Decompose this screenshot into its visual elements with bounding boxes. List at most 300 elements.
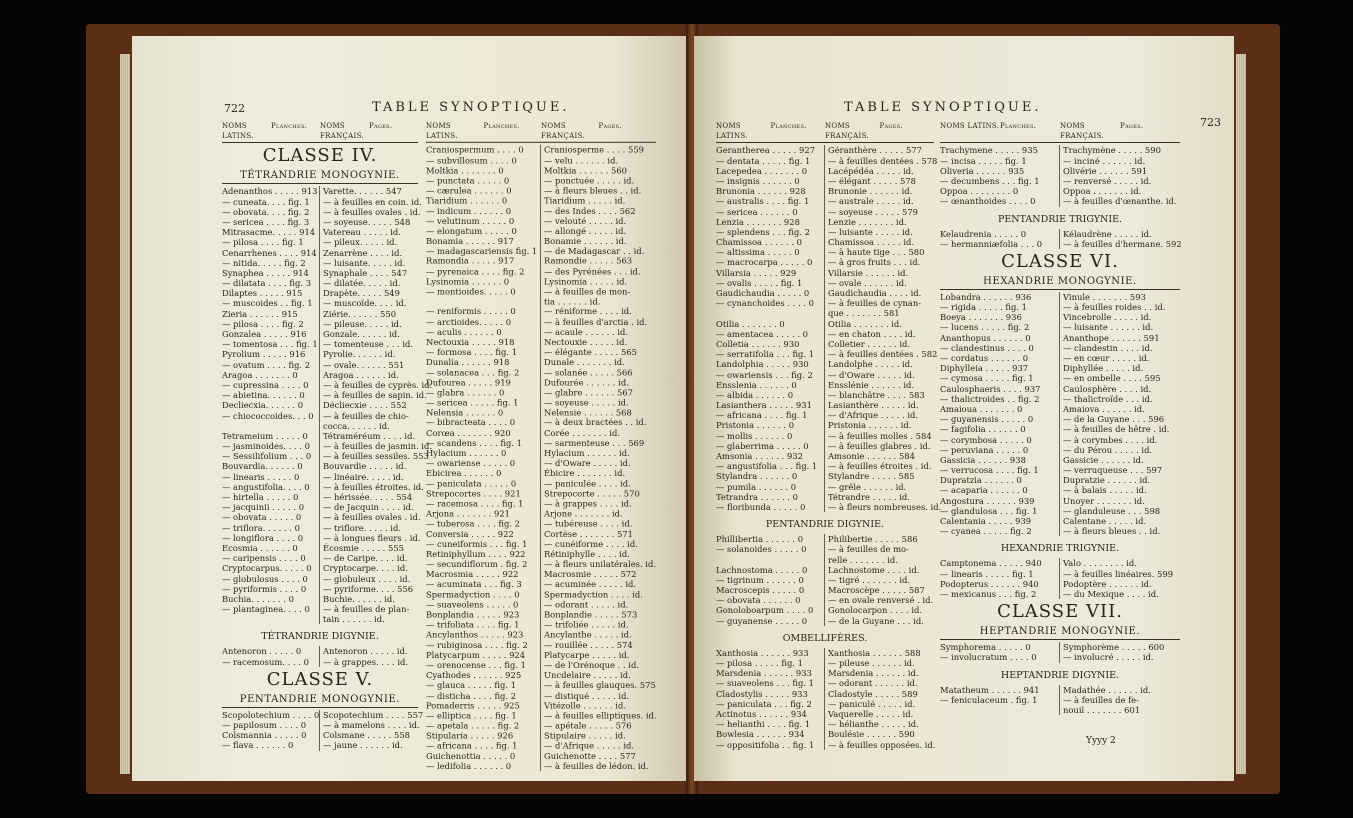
order-heading: PENTANDRIE MONOGYNIE. — [222, 693, 418, 708]
french-name-cell: — à feuilles de fe- — [1063, 694, 1139, 705]
table-row — [222, 431, 418, 441]
table-row — [426, 559, 656, 569]
latin-name-cell: Gonzalea . . . . . 916 — [222, 329, 320, 339]
table-row — [426, 549, 656, 559]
french-name-cell: — renversé . . . . . id. — [1063, 175, 1152, 186]
latin-name-cell: Landolphia . . . . . 930 — [716, 359, 825, 369]
french-name-cell: Craniosperme . . . . 559 — [544, 145, 644, 156]
latin-name-cell: — rigida . . . . . fig. 1 — [940, 302, 1060, 312]
french-name-cell: — ovale. . . . . . 551 — [323, 359, 405, 370]
table-row — [716, 451, 934, 461]
french-name-cell: — à feuilles roides . . id. — [1063, 302, 1166, 313]
latin-name-cell: — formosa . . . . fig. 1 — [426, 347, 541, 357]
french-name-cell: — en cœur . . . . . id. — [1063, 353, 1150, 364]
table-row — [940, 569, 1180, 579]
latin-name-cell: — plantaginea. . . . 0 — [222, 604, 320, 614]
french-name-cell: — hélianthe . . . . . id. — [828, 719, 919, 730]
french-name-cell: — pileux. . . . . id. — [323, 237, 398, 248]
latin-name-cell: — muscoides . . fig. 1 — [222, 298, 320, 308]
latin-name-cell: Conversia . . . . . 922 — [426, 529, 541, 539]
table-row — [222, 614, 418, 624]
order-heading: HEPTANDRIE DIGYNIE. — [1000, 669, 1120, 681]
table-row — [716, 319, 934, 329]
table-row — [716, 155, 938, 166]
french-name-cell: — à feuilles de plan- — [323, 604, 410, 615]
signature-mark: Yyyy 2 — [1086, 736, 1116, 746]
french-name-cell: Vaquerelle . . . . . id. — [828, 708, 914, 719]
latin-name-cell: — reniformis . . . . . 0 — [426, 307, 541, 317]
table-row — [426, 165, 656, 175]
table-row — [426, 266, 656, 276]
french-name-cell: — thalictroïde . . . id. — [1063, 393, 1153, 404]
latin-name-cell: — cyanea . . . . . fig. 2 — [940, 526, 1060, 536]
french-name-cell: Tétraméréum . . . . id. — [323, 430, 416, 441]
french-name-cell: — rouillée . . . . . 574 — [544, 639, 633, 650]
french-name-cell: — pyriforme. . . . 556 — [323, 583, 414, 594]
french-name-cell: — clandestin . . . . id. — [1063, 342, 1153, 353]
table-row — [940, 506, 1180, 516]
table-row — [222, 349, 418, 359]
french-name-cell: Madathée . . . . . . id. — [1063, 684, 1151, 695]
latin-name-cell: Macroscepis . . . . . 0 — [716, 585, 825, 595]
latin-name-cell: — montioides. . . . . 0 — [426, 287, 541, 297]
french-name-cell: — de la Guyane . . . 596 — [1063, 414, 1165, 425]
french-name-cell: Otilia . . . . . . . id. — [828, 318, 902, 329]
latin-name-cell: Tiaridium . . . . . . 0 — [426, 196, 541, 206]
table-row — [426, 206, 656, 216]
latin-name-cell: Bonplandia . . . . . 923 — [426, 610, 541, 620]
french-name-cell: Vinule . . . . . . . 593 — [1063, 291, 1146, 302]
table-row — [716, 668, 934, 678]
latin-name-cell: Gonoloboarpum . . . . 0 — [716, 605, 825, 615]
table-row — [940, 475, 1180, 485]
table-row — [716, 176, 934, 186]
latin-name-cell: — cynanchoides . . . . 0 — [716, 298, 825, 308]
left-page — [132, 36, 692, 781]
latin-name-cell: — mexicanus . . . fig. 2 — [940, 589, 1060, 599]
table-row — [716, 268, 934, 278]
latin-name-cell: Ancylanthos . . . . . 923 — [426, 630, 541, 640]
table-row — [426, 458, 656, 468]
table-row — [716, 575, 934, 585]
latin-name-cell: Moltkia . . . . . . . 0 — [426, 165, 541, 175]
french-name-cell: — solanée . . . . . 566 — [544, 367, 633, 378]
french-name-cell: Landolphe . . . . . id. — [828, 359, 913, 370]
table-row — [426, 186, 656, 196]
latin-name-cell: Ecosmia . . . . . . 0 — [222, 543, 320, 553]
table-row — [716, 492, 934, 502]
latin-name-cell: — tomentosa . . . fig. 1 — [222, 339, 320, 349]
latin-name-cell: Dilaptes . . . . . 915 — [222, 288, 320, 298]
table-row — [716, 719, 934, 729]
french-name-cell: — d'Afrique . . . . . id. — [828, 410, 919, 421]
french-name-cell: — à feuilles de jasmin. id. — [323, 441, 433, 452]
table-row — [426, 317, 656, 327]
latin-name-cell: Matatheum . . . . . . 941 — [940, 685, 1060, 695]
french-name-cell: Rétiniphylle . . . . id. — [544, 549, 630, 559]
french-name-cell: Géranthère . . . . . 577 — [828, 145, 922, 156]
table-row — [716, 278, 934, 288]
table-row — [716, 288, 934, 298]
french-name-cell: — à feuilles d'hermane. 592 — [1063, 238, 1182, 249]
table-row — [426, 357, 656, 367]
latin-name-cell: Lobandra . . . . . . 936 — [940, 292, 1060, 302]
french-name-cell: — allongé . . . . . id. — [544, 225, 627, 236]
latin-name-cell: — guyanensis . . . . . 0 — [940, 414, 1060, 424]
latin-name-cell: — tuberosa . . . . fig. 2 — [426, 519, 541, 529]
latin-name-cell: — paniculata . . . fig. 2 — [716, 699, 825, 709]
latin-name-cell: Corœa . . . . . . . 920 — [426, 428, 541, 438]
table-row — [426, 680, 656, 690]
french-name-cell: Stylandre . . . . . 585 — [828, 471, 915, 482]
french-name-cell: — à feuilles glauques. 575 — [544, 680, 656, 691]
table-row — [716, 410, 934, 420]
latin-name-cell: Arjona . . . . . . . 921 — [426, 509, 541, 519]
latin-name-cell: — papilosum . . . . 0 — [222, 720, 320, 730]
french-name-cell: — à feuilles de mon- — [544, 286, 631, 297]
french-name-cell: Unoyer . . . . . . . id. — [1063, 495, 1145, 506]
latin-name-cell: — cærulea . . . . . . 0 — [426, 186, 541, 196]
french-name-cell: Décliecxie . . . . 552 — [323, 400, 407, 411]
latin-name-cell: Tetrandra . . . . . . 0 — [716, 492, 825, 502]
french-name-cell: — tubéreuse . . . . id. — [544, 518, 633, 529]
french-name-cell: Bonamie . . . . . . id. — [544, 236, 627, 246]
french-name-cell: — à feuilles opposées. id. — [828, 739, 936, 750]
french-name-cell: — velouté . . . . . id. — [544, 215, 627, 226]
french-name-cell: — à feuilles ovales . id. — [323, 512, 421, 523]
latin-name-cell: Hylacium . . . . . . 0 — [426, 448, 541, 458]
table-row — [222, 481, 424, 492]
table-row — [940, 156, 1180, 166]
table-row — [716, 709, 934, 719]
latin-name-cell: Spermadyction . . . . 0 — [426, 589, 541, 599]
french-name-cell: Ziérie. . . . . . 550 — [323, 308, 397, 319]
table-row — [222, 461, 418, 471]
french-name-cell: — ponctuée . . . . . id. — [544, 175, 635, 186]
table-row — [426, 499, 656, 509]
table-row — [426, 276, 656, 286]
latin-name-cell: — acaparia . . . . . . 0 — [940, 485, 1060, 495]
french-name-cell: — jaune . . . . . . id. — [323, 740, 403, 751]
column-header — [716, 121, 934, 143]
table-row — [716, 308, 934, 318]
table-row — [716, 678, 934, 688]
french-name-cell: Philibertie . . . . . 586 — [828, 534, 918, 545]
latin-name-cell: Otilia . . . . . . . 0 — [716, 319, 825, 329]
latin-name-cell: Colsmannia . . . . . 0 — [222, 730, 320, 740]
latin-name-cell: Scopolotechium . . . . 0 — [222, 709, 320, 720]
latin-name-cell: Macrosmia . . . . . 922 — [426, 569, 541, 579]
table-row — [222, 709, 424, 720]
french-name-cell: — tigré . . . . . . . id. — [828, 574, 911, 585]
french-name-cell: Macrosmie . . . . . 572 — [544, 569, 637, 580]
latin-name-cell: — angustifolia . . . fig. 1 — [716, 461, 825, 471]
french-name-cell: Amaiova . . . . . . id. — [1063, 403, 1145, 414]
latin-name-cell: Ananthopus . . . . . . 0 — [940, 333, 1060, 343]
table-row — [222, 268, 418, 278]
french-name-cell: — en chaton . . . . id. — [828, 328, 916, 339]
table-row — [426, 287, 656, 297]
french-name-cell: Vincebrolle . . . . . id. — [1063, 312, 1152, 323]
latin-name-cell: — cordatus . . . . . . 0 — [940, 353, 1060, 363]
french-name-cell: Moltkia . . . . . . 560 — [544, 165, 628, 176]
latin-name-cell: — rubiginosa . . . . fig. 2 — [426, 640, 541, 650]
french-name-cell: Drapète. . . . . 549 — [323, 288, 400, 299]
french-name-cell: — à feuilles étroites . id. — [828, 461, 932, 472]
latin-name-cell: Pristonia . . . . . . 0 — [716, 420, 825, 430]
column-header-label: NOMS FRANÇAIS. — [320, 122, 364, 141]
classe-heading: CLASSE V. — [266, 668, 374, 690]
page-edge-left — [120, 54, 130, 774]
french-name-cell: tia . . . . . . id. — [544, 296, 601, 307]
table-row — [940, 685, 1180, 695]
latin-name-cell: — australis . . . . fig. 1 — [716, 196, 825, 206]
french-name-cell: — à feuilles en coin. id. — [323, 196, 422, 207]
latin-name-cell: — floribunda . . . . . 0 — [716, 502, 825, 512]
french-name-cell: Chamissoa . . . . . id. — [828, 237, 915, 248]
french-name-cell: Symphorème . . . . . 600 — [1063, 642, 1165, 653]
order-heading: HEXANDRIE MONOGYNIE. — [940, 275, 1180, 290]
french-name-cell: — cunéiforme . . . . id. — [544, 538, 638, 549]
french-name-cell: Cladostyle . . . . . 589 — [828, 688, 918, 699]
table-row — [716, 329, 934, 339]
french-name-cell: — à feuilles linéaires. 599 — [1063, 568, 1174, 579]
latin-name-cell: Diphylleia . . . . . 937 — [940, 363, 1060, 373]
column-header — [426, 121, 656, 143]
french-name-cell: — à feuilles de chio- — [323, 410, 409, 421]
french-name-cell: — à feuilles elliptiques. id. — [544, 710, 657, 721]
table-row — [716, 196, 934, 206]
latin-name-cell: — secundiflorum . fig. 2 — [426, 559, 541, 569]
latin-name-cell: — helianthi . . . . fig. 1 — [716, 719, 825, 729]
french-name-cell: — de Madagascar . . id. — [544, 246, 645, 257]
french-name-cell: Platycarpe . . . . . id. — [544, 649, 630, 660]
latin-name-cell: — glandulosa . . . fig. 1 — [940, 506, 1060, 516]
column-header-label: Planches. — [483, 121, 520, 130]
french-name-cell: Vitézolle . . . . . . id. — [544, 700, 626, 711]
latin-name-cell: — flava . . . . . . 0 — [222, 740, 320, 750]
classe-heading: CLASSE VI. — [1001, 250, 1119, 272]
latin-name-cell: Bowlesia . . . . . . 934 — [716, 729, 825, 739]
french-name-cell: Zenarrène . . . . id. — [323, 247, 403, 258]
latin-name-cell: — elongatum . . . . . 0 — [426, 226, 541, 236]
table-row — [222, 523, 418, 533]
latin-name-cell: Antenoron . . . . . 0 — [222, 646, 320, 656]
latin-name-cell: Bouvardia. . . . . . 0 — [222, 461, 320, 471]
latin-name-cell: Synaphea . . . . . 914 — [222, 268, 320, 278]
french-name-cell: Xanthosia . . . . . . 588 — [828, 647, 921, 658]
latin-name-cell: Camptonema . . . . . 940 — [940, 558, 1060, 568]
french-name-cell: — à grappes. . . . id. — [323, 656, 409, 667]
french-name-cell: Synaphale . . . . 547 — [323, 267, 408, 278]
table-row — [716, 431, 934, 441]
french-name-cell: Gonzale. . . . . . id. — [323, 329, 400, 340]
table-row — [426, 599, 656, 609]
table-row — [222, 574, 418, 584]
french-name-cell: — soyeuse . . . . . id. — [544, 397, 629, 408]
latin-name-cell: Stylandra . . . . . . 0 — [716, 471, 825, 481]
french-name-cell: Stipulaire . . . . . id. — [544, 730, 626, 741]
table-row — [426, 438, 656, 448]
french-name-cell: — de Caripe. . . . id. — [323, 553, 408, 564]
column-header-label: Pages. — [1120, 122, 1144, 130]
french-name-cell: — luisante . . . . . id. — [828, 226, 913, 237]
french-name-cell: Guichenotte . . . . 577 — [544, 750, 636, 761]
latin-name-cell: Bonamia . . . . . . 917 — [426, 236, 541, 246]
latin-name-cell: Lachnostoma . . . . . 0 — [716, 565, 825, 575]
latin-name-cell: — scandens . . . . fig. 1 — [426, 438, 541, 448]
latin-name-cell: — guyanense . . . . . 0 — [716, 616, 825, 626]
table-row — [716, 441, 934, 451]
french-name-cell: que . . . . . . . 581 — [828, 308, 900, 319]
latin-name-cell: — suaveolens . . . fig. 1 — [716, 678, 825, 688]
french-name-cell: — velu . . . . . . id. — [544, 155, 619, 166]
french-name-cell: — à fleurs bleues . . id. — [1063, 526, 1161, 537]
table-row — [222, 379, 433, 390]
table-row — [426, 488, 656, 498]
latin-name-cell: Kelaudrenia . . . . . 0 — [940, 229, 1060, 239]
french-name-cell: — à longues fleurs . id. — [323, 532, 421, 543]
french-name-cell: Dufourée . . . . . . id. — [544, 377, 629, 388]
table-row — [940, 435, 1180, 445]
table-row — [716, 257, 934, 267]
french-name-cell: Pristonia . . . . . . id. — [828, 420, 912, 431]
table-row — [716, 565, 934, 575]
french-name-cell: — acuminée . . . . . id. — [544, 579, 637, 590]
table-row — [426, 589, 656, 599]
table-row — [716, 740, 934, 750]
table-row — [426, 226, 656, 236]
latin-name-cell: Oppoa . . . . . . . . 0 — [940, 186, 1060, 196]
table-row — [222, 543, 418, 553]
latin-name-cell: Calentania . . . . . 939 — [940, 516, 1060, 526]
latin-name-cell: Nelensia . . . . . . 0 — [426, 408, 541, 418]
table-row — [716, 729, 934, 739]
table-row — [426, 347, 656, 357]
column-header — [222, 121, 418, 143]
latin-name-cell: — thalictroides . . fig. 2 — [940, 394, 1060, 404]
latin-name-cell: Stipularia . . . . . 926 — [426, 731, 541, 741]
latin-name-cell: — glauca . . . . . fig. 1 — [426, 680, 541, 690]
right-page-number: 723 — [1200, 116, 1221, 129]
table-row — [940, 394, 1180, 404]
french-name-cell: Olivérie . . . . . . 591 — [1063, 165, 1148, 176]
right-running-head: TABLE SYNOPTIQUE. — [844, 100, 1042, 115]
latin-name-cell: — ledifolia . . . . . . 0 — [426, 761, 541, 771]
table-row — [222, 237, 418, 247]
latin-name-cell: Chamissoa . . . . . . 0 — [716, 237, 825, 247]
table-row — [426, 448, 656, 458]
latin-name-cell: — aculis . . . . . . 0 — [426, 327, 541, 337]
table-row — [940, 322, 1180, 332]
table-row — [940, 302, 1180, 312]
table-row — [426, 670, 656, 680]
table-row — [426, 246, 656, 256]
french-name-cell: — luisante . . . . . . id. — [1063, 322, 1154, 333]
french-name-cell: — à mamelons . . . . id. — [323, 720, 420, 731]
column-header-label: Planches. — [271, 122, 308, 130]
french-name-cell: Macroscèpe . . . . . 587 — [828, 585, 925, 596]
latin-name-cell: Ensslenia . . . . . . 0 — [716, 380, 825, 390]
french-name-cell: — soyeuse. . . . . 548 — [323, 216, 411, 227]
latin-name-cell: Decliecxia. . . . . . 0 — [222, 400, 320, 410]
french-name-cell: — des Pyrénées . . . id. — [544, 266, 641, 277]
latin-name-cell: Strepocortes . . . . 921 — [426, 488, 541, 498]
french-name-cell: — à feuilles dentées . 582 — [828, 349, 938, 360]
table-row — [426, 539, 656, 549]
table-row — [222, 227, 418, 237]
latin-name-cell: Lysinomia . . . . . . 0 — [426, 276, 541, 286]
latin-name-cell: — glaberrima . . . . . 0 — [716, 441, 825, 451]
column-header-label: Pages. — [369, 122, 393, 130]
latin-name-cell — [222, 614, 320, 624]
latin-name-cell: Dufourea . . . . . 919 — [426, 377, 541, 387]
latin-name-cell: — lucens . . . . . fig. 2 — [940, 322, 1060, 332]
table-row — [940, 414, 1180, 424]
french-name-cell: — à feuilles de mo- — [828, 544, 909, 555]
table-row — [222, 370, 418, 380]
french-name-cell: Lenzie . . . . . . . id. — [828, 216, 907, 227]
french-name-cell: — à fleurs nombreuses. id. — [828, 501, 942, 512]
table-row — [716, 298, 934, 308]
table-row — [426, 711, 656, 721]
latin-name-cell: — angustifolia. . . . 0 — [222, 482, 320, 492]
latin-name-cell — [716, 308, 825, 318]
latin-name-cell: Villarsia . . . . . 929 — [716, 268, 825, 278]
latin-name-cell: Trachymene . . . . . 935 — [940, 145, 1060, 155]
table-row — [716, 461, 934, 471]
french-name-cell: Hylacium . . . . . . id. — [544, 448, 630, 458]
table-row — [426, 216, 656, 226]
latin-name-cell: — involucratum . . . . 0 — [940, 652, 1060, 662]
table-row — [716, 359, 934, 369]
right-column-d — [940, 121, 1180, 715]
latin-name-cell — [716, 555, 825, 565]
latin-name-cell: — ovatum . . . . fig. 2 — [222, 360, 320, 370]
french-name-cell: Vatereau . . . . . id. — [323, 227, 401, 238]
latin-name-cell: — tigrinum . . . . . . 0 — [716, 575, 825, 585]
table-row — [222, 472, 418, 482]
order-heading: TÉTRANDRIE MONOGYNIE. — [222, 169, 418, 184]
table-row — [716, 207, 934, 217]
french-name-cell: — sarmenteuse . . . 569 — [544, 437, 645, 448]
table-row — [716, 166, 934, 176]
french-name-cell: Nectouxie . . . . . id. — [544, 337, 628, 347]
french-name-cell: Ensslénie . . . . . . id. — [828, 379, 915, 390]
french-name-cell: Valo . . . . . . . . id. — [1063, 558, 1137, 569]
french-name-cell: Varette. . . . . . 547 — [323, 186, 402, 197]
table-row — [940, 373, 1180, 383]
latin-name-cell: Lenzia . . . . . . . 928 — [716, 217, 825, 227]
latin-name-cell: Ebicirea . . . . . . 0 — [426, 468, 541, 478]
latin-name-cell: Zieria . . . . . . 915 — [222, 309, 320, 319]
french-name-cell: — en ovale renversé . id. — [828, 595, 934, 606]
table-row — [222, 421, 418, 431]
french-name-cell: Boulésie . . . . . . 590 — [828, 729, 915, 740]
table-row — [222, 502, 418, 512]
french-name-cell: Strepocorte . . . . . 570 — [544, 488, 640, 499]
table-row — [426, 327, 656, 337]
french-name-cell: — à feuilles d'arctia . id. — [544, 316, 648, 327]
french-name-cell: — à fleurs bleues . . id. — [544, 185, 642, 196]
table-row — [716, 585, 934, 595]
latin-name-cell: — indicum . . . . . . 0 — [426, 206, 541, 216]
french-name-cell: Lachnostome . . . . id. — [828, 564, 920, 575]
table-row — [222, 248, 418, 258]
order-heading: OMBELLIFÈRES. — [782, 632, 868, 644]
table-row — [222, 594, 418, 604]
latin-name-cell: Colletia . . . . . . 930 — [716, 339, 825, 349]
